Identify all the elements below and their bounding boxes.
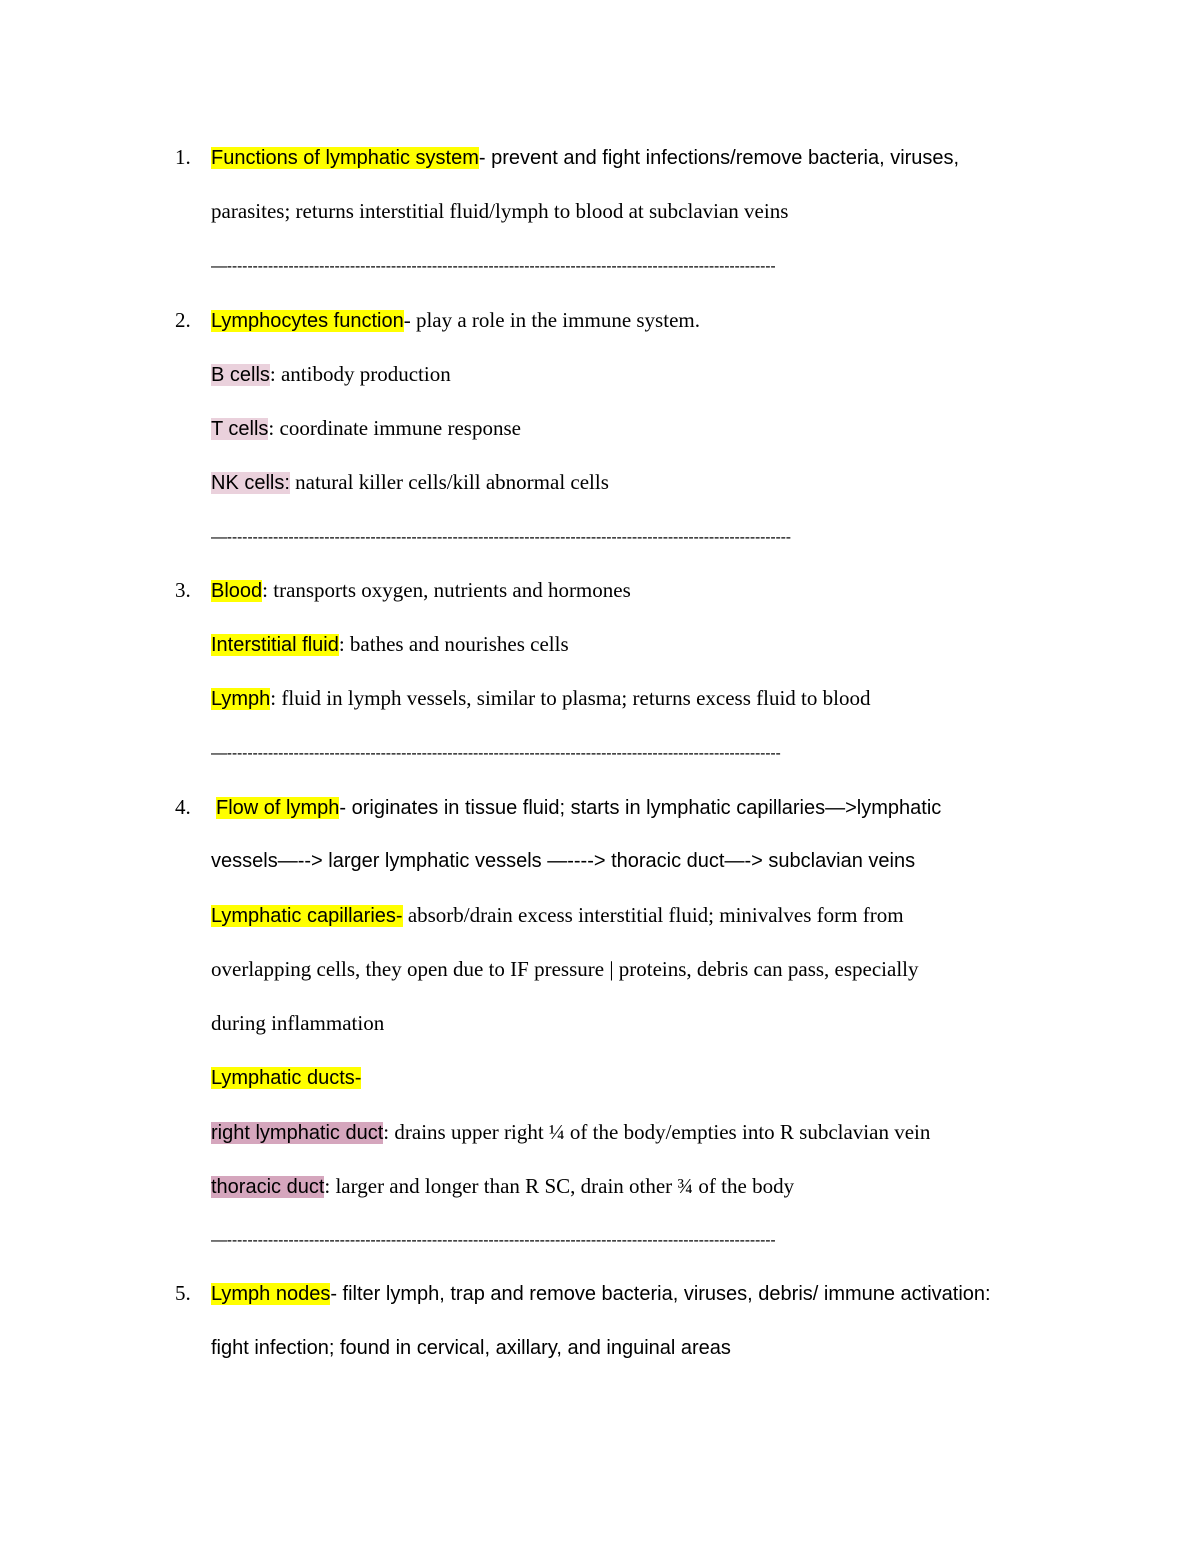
thoracic-duct-line (211, 1172, 794, 1201)
item-number: 5. (175, 1281, 191, 1305)
item-1-line-2: parasites; returns interstitial fluid/lymph to blood at subclavian veins (211, 199, 789, 223)
item-text: : bathes and nourishes cells (338, 632, 569, 656)
highlight-term: Blood (211, 580, 263, 602)
item-number: 2. (175, 308, 191, 332)
item-number: 1. (175, 145, 191, 169)
capillaries-line-1 (211, 901, 904, 930)
lymph-line (211, 684, 870, 713)
highlight-term: Lymphocytes function (211, 310, 404, 332)
item-5-line-2: fight infection; found in cervical, axillary, and inguinal areas (211, 1337, 731, 1359)
highlight-term: Lymph nodes (211, 1283, 331, 1305)
separator-line: —-------------------------------------------------------------------------------------------------------------- (211, 529, 791, 546)
item-text: : fluid in lymph vessels, similar to plasma; returns excess fluid to blood (270, 686, 871, 710)
highlight-term: Functions of lymphatic system (211, 147, 479, 169)
item-4-line-1 (216, 793, 941, 822)
highlight-term: Interstitial fluid (211, 634, 339, 656)
separator-line: —----------------------------------------------------------------------------------------------------------- (211, 1232, 776, 1249)
item-text: : coordinate immune response (268, 416, 521, 440)
right-duct-line (211, 1118, 930, 1147)
item-text: - originates in tissue fluid; starts in lymphatic capillaries—>lymphatic (339, 797, 942, 819)
item-1-line-1 (211, 143, 959, 172)
highlight-term: Lymphatic capillaries- (211, 905, 403, 927)
b-cells-line (211, 360, 451, 389)
item-text: : larger and longer than R SC, drain other ¾ of the body (324, 1174, 795, 1198)
item-2-line-1 (211, 306, 700, 335)
capillaries-line-2: overlapping cells, they open due to IF pressure | proteins, debris can pass, especially (211, 957, 919, 981)
highlight-term: Lymph (211, 688, 271, 710)
nk-cells-line (211, 468, 609, 497)
highlight-term: right lymphatic duct (211, 1122, 384, 1144)
separator-line: —----------------------------------------------------------------------------------------------------------- (211, 258, 776, 275)
highlight-term: NK cells: (211, 472, 290, 494)
item-text: - prevent and fight infections/remove bacteria, viruses, (478, 147, 960, 169)
item-5-line-1 (211, 1279, 991, 1308)
ducts-heading (211, 1063, 361, 1092)
item-text: : antibody production (269, 362, 451, 386)
capillaries-line-3: during inflammation (211, 1011, 385, 1035)
highlight-term: Flow of lymph (216, 797, 340, 819)
separator-line: —------------------------------------------------------------------------------------------------------------ (211, 745, 781, 762)
t-cells-line (211, 414, 521, 443)
item-text: : transports oxygen, nutrients and hormones (262, 578, 631, 602)
item-text: - play a role in the immune system. (403, 308, 700, 332)
item-text: : drains upper right ¼ of the body/empties into R subclavian vein (383, 1120, 931, 1144)
item-number: 3. (175, 578, 191, 602)
item-text: - filter lymph, trap and remove bacteria, viruses, debris/ immune activation: (330, 1283, 991, 1305)
item-number: 4. (175, 795, 191, 819)
item-text: absorb/drain excess interstitial fluid; minivalves form from (402, 903, 904, 927)
highlight-term: T cells (211, 418, 269, 440)
highlight-term: Lymphatic ducts- (211, 1067, 362, 1089)
item-text: natural killer cells/kill abnormal cells (289, 470, 609, 494)
highlight-term: thoracic duct (211, 1176, 325, 1198)
highlight-term: B cells (211, 364, 270, 386)
interstitial-fluid-line (211, 630, 569, 659)
blood-line (211, 576, 631, 605)
item-4-line-2: vessels—--> larger lymphatic vessels —----> thoracic duct—-> subclavian veins (211, 850, 916, 872)
